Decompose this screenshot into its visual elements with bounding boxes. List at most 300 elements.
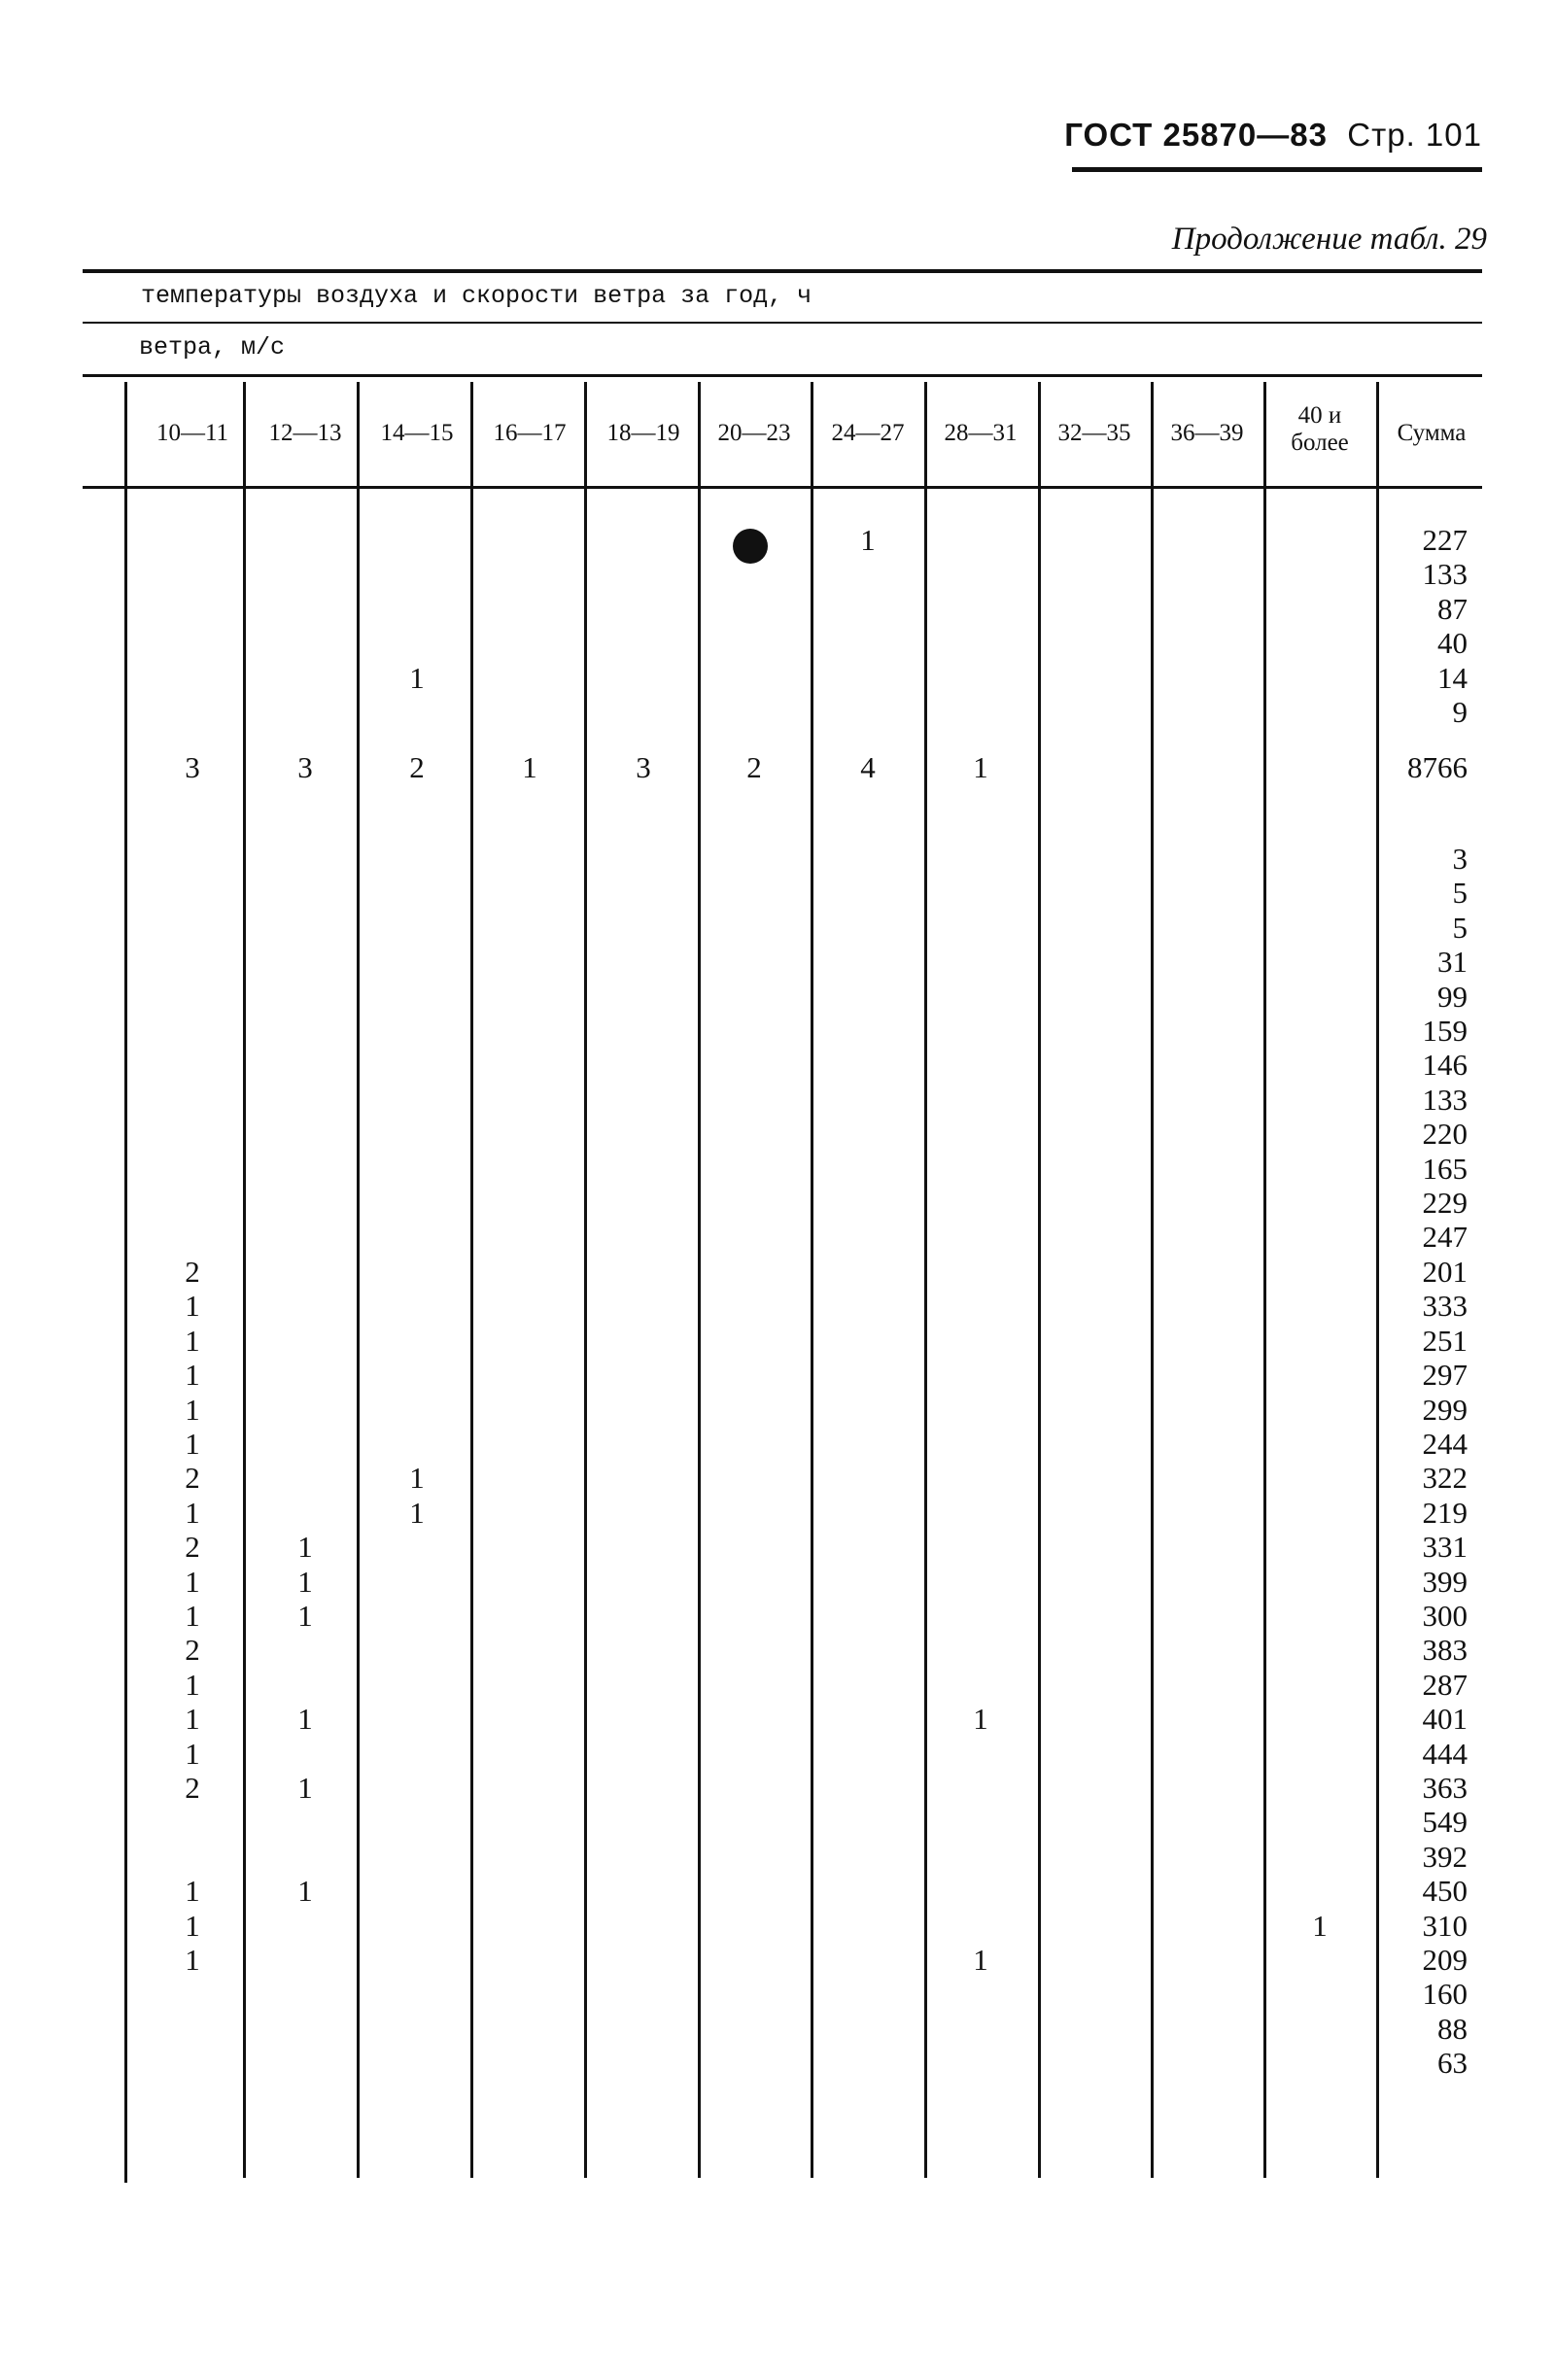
- cell-value: [388, 1909, 446, 1943]
- cell-value: [388, 1083, 446, 1117]
- sum-value: 159: [1422, 1014, 1468, 1049]
- cell-value: [388, 1324, 446, 1358]
- cell-value: [951, 1186, 1010, 1220]
- cell-value: [163, 626, 222, 660]
- sum-value: 31: [1437, 945, 1468, 980]
- cell-value: [951, 1496, 1010, 1530]
- cell-value: 2: [185, 1633, 200, 1668]
- total-cell: 3: [185, 750, 200, 784]
- cell-value: [951, 1289, 1010, 1323]
- total-cell: 1: [522, 750, 537, 784]
- sum-value: 401: [1422, 1702, 1468, 1737]
- cell-value: 1: [1312, 1908, 1328, 1943]
- sum-value: 299: [1422, 1392, 1468, 1427]
- data-column: [839, 523, 897, 729]
- cell-value: 1: [973, 1943, 988, 1977]
- cell-value: [276, 1152, 334, 1186]
- sum-value: 165: [1422, 1151, 1468, 1186]
- column-header: 32—35: [1057, 420, 1131, 446]
- cell-value: [388, 1048, 446, 1082]
- cell-value: [1291, 1220, 1349, 1254]
- cell-value: [951, 1393, 1010, 1427]
- cell-value: [951, 1152, 1010, 1186]
- data-column: [1291, 842, 1349, 2115]
- cell-value: [1291, 1840, 1349, 1874]
- total-cell: 3: [636, 750, 651, 784]
- cell-value: [388, 1668, 446, 1702]
- cell-value: [1291, 1461, 1349, 1495]
- cell-value: [951, 1668, 1010, 1702]
- cell-value: [388, 1702, 446, 1736]
- cell-value: [951, 842, 1010, 876]
- sum-value: 40: [1437, 626, 1468, 661]
- sum-value: 63: [1437, 2046, 1468, 2081]
- cell-value: [1291, 1943, 1349, 1977]
- column-header: 14—15: [380, 420, 454, 446]
- cell-value: [1291, 1289, 1349, 1323]
- column-divider: [470, 382, 473, 2178]
- cell-value: [276, 842, 334, 876]
- cell-value: 2: [185, 1254, 200, 1289]
- cell-value: [276, 523, 334, 557]
- cell-value: [951, 1324, 1010, 1358]
- cell-value: [951, 1633, 1010, 1667]
- cell-value: [276, 1014, 334, 1048]
- cell-value: [951, 1530, 1010, 1564]
- column-header: 40 и более: [1291, 402, 1349, 456]
- sum-value: 331: [1422, 1530, 1468, 1565]
- total-cell: 2: [746, 750, 762, 784]
- cell-value: [951, 1565, 1010, 1599]
- sum-value: 310: [1422, 1908, 1468, 1943]
- cell-value: [163, 2012, 222, 2046]
- cell-value: [276, 1358, 334, 1392]
- cell-value: [388, 1014, 446, 1048]
- total-cell: 1: [973, 750, 988, 784]
- sum-value: 399: [1422, 1564, 1468, 1599]
- title-rule: [83, 322, 1482, 324]
- cell-value: [1291, 1805, 1349, 1839]
- sum-value: 146: [1422, 1048, 1468, 1083]
- cell-value: [388, 876, 446, 910]
- cell-value: [1291, 1048, 1349, 1082]
- sum-value: 14: [1437, 660, 1468, 695]
- cell-value: [388, 592, 446, 626]
- total-cell: 2: [409, 750, 425, 784]
- column-header: 20—23: [717, 420, 791, 446]
- header-bottom-rule: [83, 486, 1482, 489]
- cell-value: [951, 1977, 1010, 2011]
- cell-value: 1: [185, 1564, 200, 1599]
- cell-value: [951, 2081, 1010, 2115]
- table-title: температуры воздуха и скорости ветра за год, ч: [141, 282, 812, 310]
- cell-value: [1291, 1393, 1349, 1427]
- column-divider: [584, 382, 587, 2178]
- cell-value: [1291, 1977, 1349, 2011]
- cell-value: [388, 1393, 446, 1427]
- column-header: 36—39: [1170, 420, 1244, 446]
- sum-value: 133: [1422, 1082, 1468, 1117]
- cell-value: [1291, 1186, 1349, 1220]
- cell-value: [163, 1083, 222, 1117]
- cell-value: [1291, 1152, 1349, 1186]
- cell-value: [839, 557, 897, 591]
- cell-value: [276, 1220, 334, 1254]
- column-divider: [1038, 382, 1041, 2178]
- cell-value: 2: [185, 1461, 200, 1496]
- cell-value: [276, 1633, 334, 1667]
- cell-value: [1291, 1324, 1349, 1358]
- cell-value: [951, 876, 1010, 910]
- sum-value: 5: [1452, 910, 1468, 945]
- cell-value: [163, 980, 222, 1014]
- cell-value: 1: [409, 1461, 425, 1496]
- cell-value: [388, 557, 446, 591]
- column-divider: [1376, 382, 1379, 2178]
- cell-value: 1: [409, 660, 425, 695]
- cell-value: [388, 1289, 446, 1323]
- column-header: 12—13: [268, 420, 342, 446]
- column-divider: [243, 382, 246, 2178]
- sum-value: 363: [1422, 1770, 1468, 1805]
- page-number: Стр. 101: [1347, 117, 1482, 153]
- sum-value: 227: [1422, 523, 1468, 557]
- cell-value: [951, 1220, 1010, 1254]
- cell-value: [1291, 876, 1349, 910]
- cell-value: [951, 1771, 1010, 1805]
- cell-value: [1291, 842, 1349, 876]
- cell-value: [163, 1220, 222, 1254]
- cell-value: [276, 1461, 334, 1495]
- cell-value: [1291, 1427, 1349, 1461]
- cell-value: [163, 1014, 222, 1048]
- cell-value: [163, 695, 222, 729]
- cell-value: [951, 1255, 1010, 1289]
- cell-value: 1: [185, 1495, 200, 1530]
- sum-value: 5: [1452, 876, 1468, 911]
- sum-column: [1423, 523, 1469, 729]
- column-header: Сумма: [1397, 420, 1467, 446]
- cell-value: [1291, 1083, 1349, 1117]
- cell-value: [276, 1737, 334, 1771]
- sum-value: [1423, 2081, 1469, 2115]
- cell-value: [388, 1186, 446, 1220]
- cell-value: [1291, 1014, 1349, 1048]
- sum-value: 3: [1452, 842, 1468, 876]
- cell-value: 1: [297, 1874, 313, 1909]
- data-column: [163, 523, 222, 729]
- sum-value: 287: [1422, 1667, 1468, 1702]
- sum-value: 160: [1422, 1977, 1468, 2012]
- sum-value: 88: [1437, 2011, 1468, 2046]
- cell-value: [276, 661, 334, 695]
- cell-value: [163, 1048, 222, 1082]
- cell-value: [163, 2046, 222, 2080]
- column-header: 18—19: [606, 420, 680, 446]
- cell-value: [951, 1083, 1010, 1117]
- sum-value: 219: [1422, 1495, 1468, 1530]
- data-column: [951, 842, 1010, 2115]
- cell-value: 1: [185, 1943, 200, 1977]
- table-subtitle: ветра, м/с: [139, 333, 286, 362]
- cell-value: 1: [297, 1530, 313, 1565]
- cell-value: [1291, 1599, 1349, 1633]
- cell-value: [276, 1496, 334, 1530]
- cell-value: 1: [297, 1598, 313, 1633]
- cell-value: [276, 626, 334, 660]
- total-cell: 3: [297, 750, 313, 784]
- cell-value: [388, 2081, 446, 2115]
- sum-value: 87: [1437, 591, 1468, 626]
- cell-value: [839, 592, 897, 626]
- cell-value: [951, 1117, 1010, 1151]
- cell-value: [163, 842, 222, 876]
- cell-value: [951, 1805, 1010, 1839]
- sum-value: 229: [1422, 1186, 1468, 1221]
- cell-value: [839, 626, 897, 660]
- cell-value: [388, 2012, 446, 2046]
- cell-value: [951, 2012, 1010, 2046]
- cell-value: 1: [185, 1392, 200, 1427]
- cell-value: [388, 1152, 446, 1186]
- cell-value: [1291, 2081, 1349, 2115]
- cell-value: [951, 1048, 1010, 1082]
- cell-value: 1: [185, 1323, 200, 1358]
- cell-value: [1291, 1771, 1349, 1805]
- sum-value: 247: [1422, 1220, 1468, 1255]
- sum-value: 392: [1422, 1839, 1468, 1874]
- cell-value: 2: [185, 1530, 200, 1565]
- cell-value: 1: [973, 1702, 988, 1737]
- column-divider: [924, 382, 927, 2178]
- cell-value: [388, 1771, 446, 1805]
- cell-value: [388, 1530, 446, 1564]
- cell-value: [388, 1358, 446, 1392]
- cell-value: [388, 1599, 446, 1633]
- cell-value: [276, 2046, 334, 2080]
- sum-value: 322: [1422, 1461, 1468, 1496]
- cell-value: [1291, 1358, 1349, 1392]
- sum-value: 444: [1422, 1736, 1468, 1771]
- data-column: [388, 842, 446, 2115]
- cell-value: [388, 2046, 446, 2080]
- cell-value: [1291, 1565, 1349, 1599]
- cell-value: [1291, 1530, 1349, 1564]
- cell-value: [951, 1909, 1010, 1943]
- cell-value: [1291, 1702, 1349, 1736]
- column-header: 24—27: [831, 420, 905, 446]
- cell-value: [951, 1737, 1010, 1771]
- cell-value: 1: [297, 1770, 313, 1805]
- cell-value: [388, 1220, 446, 1254]
- cell-value: [388, 1427, 446, 1461]
- column-divider: [1151, 382, 1154, 2178]
- cell-value: [1291, 1874, 1349, 1908]
- doc-number: ГОСТ 25870—83: [1064, 117, 1328, 153]
- cell-value: [1291, 911, 1349, 945]
- cell-value: [163, 911, 222, 945]
- sum-value: 220: [1422, 1117, 1468, 1152]
- cell-value: 1: [185, 1702, 200, 1737]
- cell-value: [276, 1255, 334, 1289]
- cell-value: [1291, 1633, 1349, 1667]
- cell-value: 1: [185, 1667, 200, 1702]
- cell-value: [276, 1117, 334, 1151]
- cell-value: [276, 980, 334, 1014]
- cell-value: [163, 1840, 222, 1874]
- cell-value: [388, 1633, 446, 1667]
- sum-value: 549: [1422, 1805, 1468, 1840]
- sum-value: 201: [1422, 1254, 1468, 1289]
- cell-value: 1: [185, 1736, 200, 1771]
- cell-value: [388, 1565, 446, 1599]
- cell-value: [388, 945, 446, 979]
- sum-value: 133: [1422, 557, 1468, 592]
- cell-value: [276, 1048, 334, 1082]
- column-divider: [357, 382, 360, 2178]
- cell-value: [276, 1668, 334, 1702]
- subtitle-rule: [83, 374, 1482, 377]
- cell-value: 1: [185, 1358, 200, 1393]
- cell-value: [276, 1943, 334, 1977]
- sum-value: 9: [1452, 695, 1468, 730]
- cell-value: [276, 1289, 334, 1323]
- cell-value: [163, 1152, 222, 1186]
- cell-value: [1291, 1496, 1349, 1530]
- column-divider: [124, 382, 127, 2183]
- data-column: [163, 842, 222, 2115]
- sum-value: 333: [1422, 1289, 1468, 1324]
- cell-value: [163, 523, 222, 557]
- cell-value: [388, 1977, 446, 2011]
- cell-value: [276, 1186, 334, 1220]
- sum-value: 297: [1422, 1358, 1468, 1393]
- cell-value: [276, 1909, 334, 1943]
- cell-value: [276, 876, 334, 910]
- sum-value: 251: [1422, 1323, 1468, 1358]
- sum-value: 300: [1422, 1598, 1468, 1633]
- cell-value: [388, 1737, 446, 1771]
- cell-value: [276, 1427, 334, 1461]
- column-header: 28—31: [944, 420, 1018, 446]
- cell-value: [163, 557, 222, 591]
- cell-value: [276, 592, 334, 626]
- column-divider: [698, 382, 701, 2178]
- cell-value: [276, 695, 334, 729]
- cell-value: [1291, 2012, 1349, 2046]
- cell-value: [951, 1461, 1010, 1495]
- cell-value: [1291, 2046, 1349, 2080]
- cell-value: 1: [297, 1702, 313, 1737]
- table-continuation: Продолжение табл. 29: [1171, 222, 1487, 257]
- filled-circle-icon: [733, 529, 768, 564]
- cell-value: [276, 1977, 334, 2011]
- cell-value: [276, 557, 334, 591]
- cell-value: [1291, 945, 1349, 979]
- cell-value: [1291, 1668, 1349, 1702]
- cell-value: [1291, 980, 1349, 1014]
- column-divider: [811, 382, 813, 2178]
- cell-value: [388, 1840, 446, 1874]
- cell-value: [951, 1014, 1010, 1048]
- cell-value: [276, 1393, 334, 1427]
- cell-value: [388, 1943, 446, 1977]
- cell-value: [388, 626, 446, 660]
- sum-value: 383: [1422, 1633, 1468, 1668]
- cell-value: [276, 1083, 334, 1117]
- sum-column: [1423, 842, 1469, 2115]
- cell-value: [388, 911, 446, 945]
- data-column: [276, 842, 334, 2115]
- cell-value: [388, 1874, 446, 1908]
- cell-value: 1: [297, 1564, 313, 1599]
- data-column: [276, 523, 334, 729]
- cell-value: [388, 842, 446, 876]
- cell-value: [388, 695, 446, 729]
- cell-value: [839, 695, 897, 729]
- header-rule: [1072, 167, 1482, 172]
- page-header: [1064, 117, 1482, 154]
- table-top-rule: [83, 269, 1482, 273]
- cell-value: [951, 1840, 1010, 1874]
- cell-value: [163, 2081, 222, 2115]
- cell-value: [163, 945, 222, 979]
- cell-value: 1: [185, 1874, 200, 1909]
- cell-value: [388, 980, 446, 1014]
- cell-value: [1291, 1737, 1349, 1771]
- total-cell: 4: [860, 750, 876, 784]
- cell-value: [951, 911, 1010, 945]
- cell-value: [951, 945, 1010, 979]
- cell-value: [839, 661, 897, 695]
- cell-value: [163, 1186, 222, 1220]
- cell-value: [388, 1255, 446, 1289]
- cell-value: [388, 1117, 446, 1151]
- cell-value: [163, 661, 222, 695]
- cell-value: [163, 592, 222, 626]
- cell-value: [951, 1427, 1010, 1461]
- cell-value: 1: [185, 1598, 200, 1633]
- cell-value: [1291, 1255, 1349, 1289]
- cell-value: 1: [409, 1495, 425, 1530]
- cell-value: [163, 876, 222, 910]
- cell-value: [276, 2081, 334, 2115]
- cell-value: [951, 1358, 1010, 1392]
- cell-value: 1: [185, 1289, 200, 1324]
- cell-value: [276, 1805, 334, 1839]
- cell-value: [276, 1324, 334, 1358]
- cell-value: [951, 2046, 1010, 2080]
- sum-value: 244: [1422, 1426, 1468, 1461]
- cell-value: 1: [860, 523, 876, 557]
- sum-value: 209: [1422, 1943, 1468, 1977]
- sum-value: 99: [1437, 979, 1468, 1014]
- cell-value: 1: [185, 1908, 200, 1943]
- cell-value: [951, 980, 1010, 1014]
- cell-value: [276, 1840, 334, 1874]
- cell-value: [951, 1874, 1010, 1908]
- cell-value: [276, 2012, 334, 2046]
- cell-value: [276, 911, 334, 945]
- cell-value: [388, 1805, 446, 1839]
- column-header: 10—11: [156, 420, 229, 446]
- sum-value: 450: [1422, 1874, 1468, 1909]
- cell-value: [951, 1599, 1010, 1633]
- cell-value: [163, 1805, 222, 1839]
- cell-value: [163, 1977, 222, 2011]
- data-column: [388, 523, 446, 729]
- cell-value: [388, 523, 446, 557]
